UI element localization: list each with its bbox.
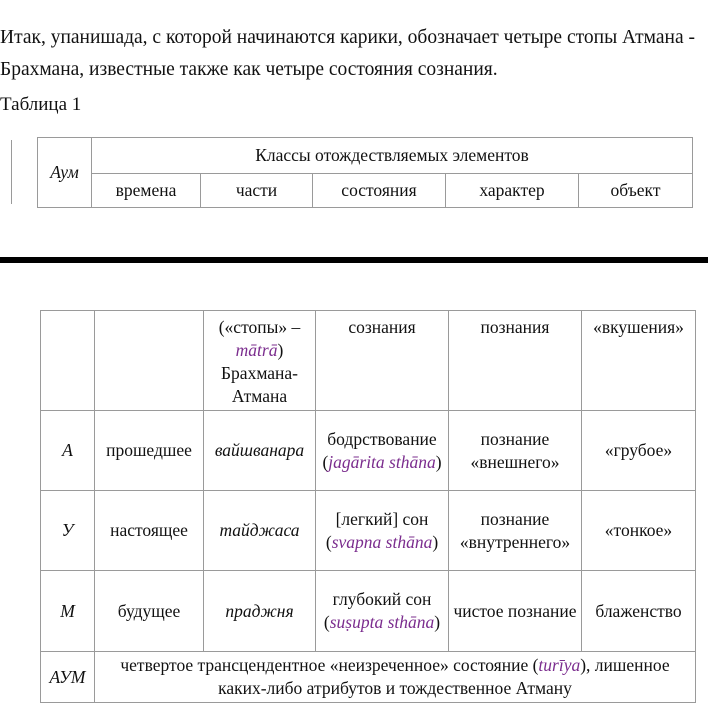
cell-character-u: познание «внутреннего» (449, 491, 582, 571)
header-table-columns-row (38, 174, 693, 208)
table-row-aum (41, 652, 696, 703)
header-cell-object: объект (579, 174, 693, 208)
header-table (37, 137, 693, 208)
sanskrit-svapna: svapna sthāna (331, 531, 433, 552)
cell-object-a: «грубое» (582, 411, 696, 491)
cell-turiya-description: четвертое трансцендентное «неизреченное» состояние (turīya), лишенное каких-либо атрибутов и тождественное Атману (95, 652, 696, 703)
table-row-a (41, 411, 696, 491)
cell-head-cognition: познания (449, 311, 582, 411)
cropped-table-edge-line (11, 140, 12, 204)
table-caption: Таблица 1 (0, 94, 82, 115)
intro-paragraph (0, 22, 706, 86)
cell-state-a: бодрствование (jagārita sthāna) (316, 411, 449, 491)
page-separator-bar (0, 257, 708, 263)
cell-part-a: вайшванара (204, 411, 316, 491)
header-cell-parts: части (201, 174, 313, 208)
header-cell-character: характер (446, 174, 579, 208)
cell-letter-aum: АУМ (41, 652, 95, 703)
cell-empty-time (95, 311, 204, 411)
cell-character-a: познание «внешнего» (449, 411, 582, 491)
cell-empty-letter (41, 311, 95, 411)
cell-letter-m: М (41, 571, 95, 652)
cell-head-states: сознания (316, 311, 449, 411)
table-row-m (41, 571, 696, 652)
cell-state-u: [легкий] сон (svapna sthāna) (316, 491, 449, 571)
cell-part-m: праджня (204, 571, 316, 652)
cell-object-m: блаженство (582, 571, 696, 652)
table-row-u (41, 491, 696, 571)
intro-paragraph-line2: Брахмана, известные также как четыре состояния сознания. (0, 59, 498, 80)
cell-time-u: настоящее (95, 491, 204, 571)
cell-object-u: «тонкое» (582, 491, 696, 571)
cell-part-u: тайджаса (204, 491, 316, 571)
sanskrit-susupta: suṣupta sthāna (329, 612, 435, 632)
cell-head-object: «вкушения» (582, 311, 696, 411)
cell-feet-matra: («стопы» – mātrā) Брахмана-Атмана (204, 311, 316, 411)
header-cell-times: времена (92, 174, 201, 208)
cell-letter-a: А (41, 411, 95, 491)
sanskrit-turiya: turīya (538, 655, 581, 675)
cell-time-a: прошедшее (95, 411, 204, 491)
cell-character-m: чистое познание (449, 571, 582, 652)
cell-letter-u: У (41, 491, 95, 571)
header-cell-states: состояния (313, 174, 446, 208)
sanskrit-jagarita: jagārita sthāna (328, 451, 436, 472)
intro-paragraph-line1: Итак, упанишада, с которой начинаются карики, обозначает четыре стопы Атмана - (0, 27, 696, 48)
cell-state-m: глубокий сон (suṣupta sthāna) (316, 571, 449, 652)
main-table-header-row (41, 311, 696, 411)
sanskrit-matra: mātrā (235, 340, 278, 360)
header-cell-classes: Классы отождествляемых элементов (92, 138, 693, 174)
header-cell-aum: Аум (38, 138, 92, 208)
header-table-group-row (38, 138, 693, 174)
main-table (40, 310, 696, 703)
cell-time-m: будущее (95, 571, 204, 652)
